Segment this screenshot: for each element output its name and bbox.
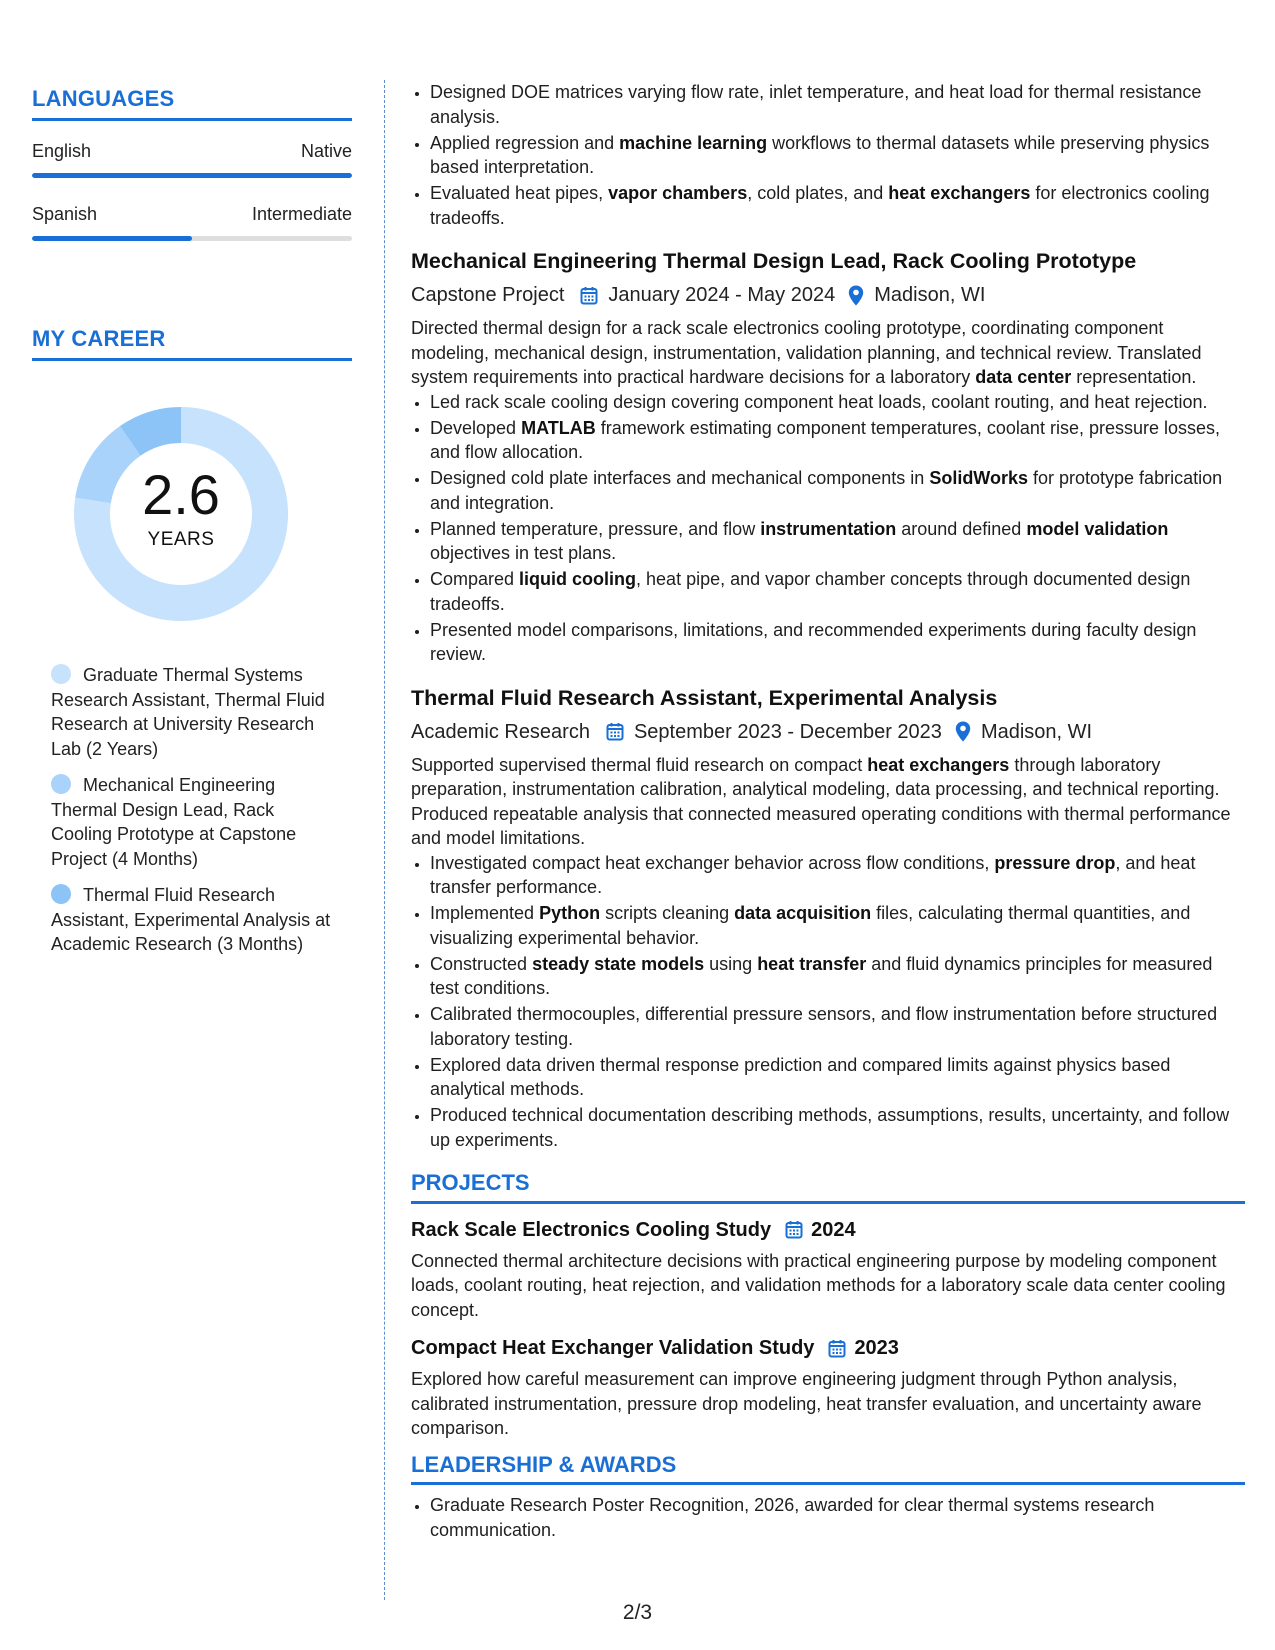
language-row [32,204,352,225]
text-run: Calibrated thermocouples, differential pressure sensors, and flow instrumentation before structured laboratory testing. [430,1004,1218,1049]
bullet-item [430,517,1245,566]
text-run: , cold plates, and [747,183,889,203]
language-proficiency-fill [32,173,352,178]
calendar-icon [606,722,624,741]
project-description: Connected thermal architecture decisions with practical engineering purpose by modeling component loads, coolant routing, heat rejection, and validation methods for a laboratory scale data center cooling concept. [411,1250,1226,1320]
text-run: Implemented [430,903,540,923]
keyword-text: data acquisition [734,903,872,923]
project-year: 2024 [811,1218,856,1241]
career-heading: MY CAREER [32,326,352,361]
bullet-item [430,567,1245,616]
project-name: Rack Scale Electronics Cooling Study [411,1218,772,1241]
bullet-item [430,131,1245,180]
bullet-item [430,181,1245,230]
job-location: Madison, WI [874,284,986,306]
keyword-text: instrumentation [760,518,897,539]
text-run: Compared [430,569,520,589]
career-legend-item [51,663,331,761]
text-run: Applied regression and [430,132,620,153]
job-meta [411,719,1245,745]
keyword-text: MATLAB [521,417,596,438]
project-name: Compact Heat Exchanger Validation Study [411,1337,815,1359]
award-item: • Graduate Research Poster Recognition, 2026, awarded for clear thermal systems research communication. [430,1493,1245,1542]
text-run: for prototype fabrication and integration. [430,468,1223,513]
location-pin-icon [955,721,971,742]
text-run: Evaluated heat pipes, [430,183,609,203]
job-dates: September 2023 - December 2023 [633,720,942,743]
donut-center [68,401,294,627]
language-proficiency-bar [32,173,352,178]
calendar-icon [785,1220,803,1239]
text-run: Investigated compact heat exchanger behavior across flow conditions, [430,852,995,873]
keyword-text: Python [539,903,601,923]
job-organization: Capstone Project [411,284,565,306]
text-run: scripts cleaning [600,903,735,923]
bullet-item [430,1002,1245,1051]
text-run: , heat pipe, and vapor chamber concepts through documented design tradeoffs. [430,569,1191,614]
text-run: files, calculating thermal quantities, and visualizing experimental behavior. [430,903,1191,948]
legend-dot [51,884,71,904]
legend-label: Mechanical Engineering Thermal Design Lead, Rack Cooling Prototype at Capstone Project (4 Months) [51,775,297,869]
job-title: Mechanical Engineering Thermal Design Lead, Rack Cooling Prototype [411,249,1137,273]
column-divider [384,80,385,1600]
legend-label: Graduate Thermal Systems Research Assistant, Thermal Fluid Research at University Research Lab (2 Years) [51,665,325,759]
keyword-text: pressure drop [994,852,1116,873]
text-run: representation. [1071,367,1197,387]
text-run: Developed [430,417,522,438]
bullet-item [430,390,1245,415]
language-proficiency-bar [32,236,352,241]
career-donut-chart [68,401,294,627]
project-year: 2023 [854,1337,899,1359]
career-legend [51,663,331,957]
experience-list [411,246,1245,1152]
language-item [32,141,352,178]
leadership-heading: LEADERSHIP & AWARDS [411,1453,1245,1486]
project-description: Explored how careful measurement can improve engineering judgment through Python analysis, calibrated instrumentation, pressure drop modeling, heat transfer evaluation, and uncertainty aware comparison. [411,1369,1202,1438]
keyword-text: heat exchangers [867,754,1010,775]
legend-label: Thermal Fluid Research Assistant, Experimental Analysis at Academic Research (3 Months) [51,885,331,954]
career-legend-item [51,773,331,871]
language-name: Spanish [32,204,98,224]
career-total-value: 2.6 [142,463,220,526]
text-run: Led rack scale cooling design covering component heat loads, coolant routing, and heat rejection. [430,391,1208,412]
job-bullets [411,851,1245,1153]
text-run: and fluid dynamics principles for measured test conditions. [430,953,1213,998]
text-run: Supported supervised thermal fluid research on compact [411,754,868,775]
bullet-item [430,416,1245,465]
languages-section [32,86,352,241]
career-legend-item [51,883,331,957]
text-run: Constructed [430,953,533,974]
text-run: Explored data driven thermal response prediction and compared limits against physics based analytical methods. [430,1054,1171,1099]
text-run: Produced technical documentation describing methods, assumptions, results, uncertainty, and follow up experiments. [430,1105,1230,1150]
career-total-unit: YEARS [147,529,215,550]
text-run: Directed thermal design for a rack scale electronics cooling prototype, coordinating component modeling, mechanical design, instrumentation, validation planning, and technical review. Translated system requirements into practical hardware decisions for a laboratory [411,318,1202,387]
projects-list [411,1216,1245,1441]
text-run: , and heat transfer performance. [430,852,1196,897]
languages-heading: LANGUAGES [32,86,352,121]
legend-dot [51,664,71,684]
keyword-text: heat exchangers [888,183,1031,203]
text-run: objectives in test plans. [430,543,617,563]
job-title: Thermal Fluid Research Assistant, Experimental Analysis [411,685,998,710]
text-run: around defined [896,518,1027,539]
bullet-item [430,901,1245,950]
text-run: through laboratory preparation, instrumentation calibration, analytical modeling, data processing, and technical reporting. Produced repeatable analysis that connected measured operating conditions with thermal performance and model limitations. [411,754,1231,848]
language-name: English [32,141,92,161]
job-description [411,316,1245,390]
language-level: Intermediate [251,204,352,224]
text-run: Presented model comparisons, limitations, and recommended experiments during faculty design review. [430,619,1197,664]
language-item [32,204,352,241]
main-column [411,80,1245,1544]
text-run: workflows to thermal datasets while preserving physics based interpretation. [430,132,1210,177]
experience-entry [411,683,1245,1153]
keyword-text: vapor chambers [608,183,748,203]
text-run: for electronics cooling tradeoffs. [430,183,1210,228]
page-number: 2/3 [622,1601,653,1624]
language-row [32,141,352,162]
job-meta [411,282,1245,308]
job-bullets [411,390,1245,667]
leadership-list [411,1493,1245,1542]
experience-entry [411,246,1245,667]
bullet-item [430,1103,1245,1152]
job-dates: January 2024 - May 2024 [608,284,836,306]
keyword-text: data center [975,367,1072,387]
text-run: Planned temperature, pressure, and flow [430,518,761,539]
location-pin-icon [848,285,864,306]
keyword-text: liquid cooling [519,569,637,589]
text-run: Designed cold plate interfaces and mechanical components in [430,468,930,488]
text-run: using [704,953,758,974]
bullet-item [430,466,1245,515]
legend-dot [51,774,71,794]
keyword-text: SolidWorks [929,468,1028,488]
career-section [32,326,352,969]
job-organization: Academic Research [411,720,590,743]
project-title-row [411,1334,1245,1362]
language-proficiency-fill [32,236,192,241]
text-run: Designed DOE matrices varying flow rate, inlet temperature, and heat load for thermal resistance analysis. [430,82,1202,127]
job-location: Madison, WI [980,720,1093,743]
bullet-item [430,851,1245,900]
project-title-row [411,1216,1245,1244]
bullet-item [430,952,1245,1001]
keyword-text: steady state models [532,953,705,974]
calendar-icon [828,1339,846,1358]
text-run: framework estimating component temperatures, coolant rise, pressure losses, and flow allocation. [430,417,1221,462]
keyword-text: machine learning [619,132,768,153]
bullet-item [430,618,1245,667]
calendar-icon [580,286,598,305]
bullet-item [430,1053,1245,1102]
continued-bullets [411,80,1245,230]
bullet-item [430,80,1245,129]
projects-heading: PROJECTS [411,1171,1245,1204]
job-description [411,753,1245,851]
language-level: Native [300,141,352,161]
keyword-text: heat transfer [757,953,867,974]
keyword-text: model validation [1026,518,1169,539]
languages-list [32,141,352,241]
